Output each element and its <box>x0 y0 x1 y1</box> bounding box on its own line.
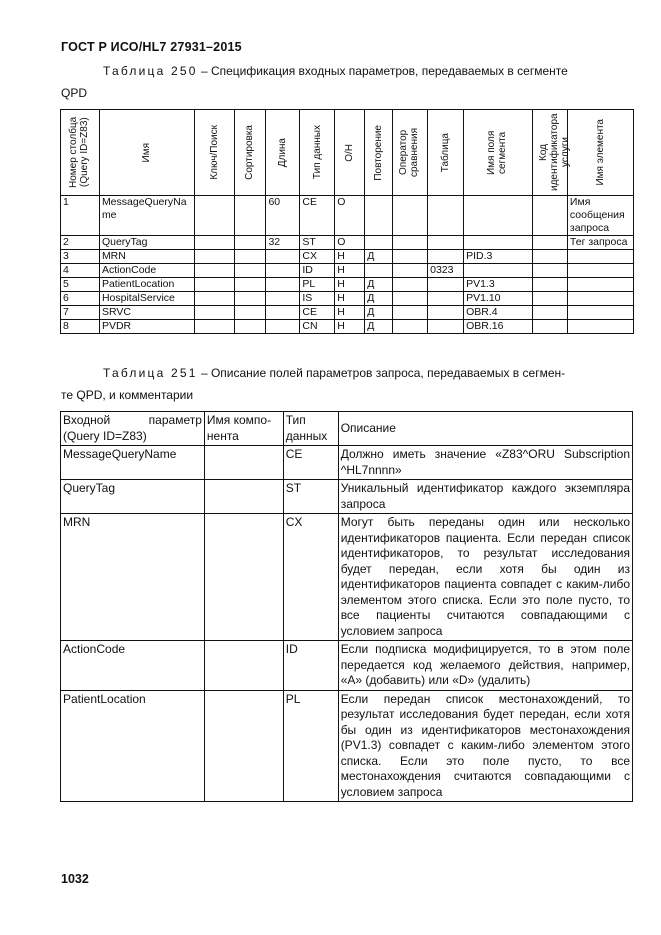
table-cell: ST <box>300 236 335 250</box>
table-cell: 3 <box>61 250 100 264</box>
table-cell <box>428 278 464 292</box>
table-cell: ID <box>300 264 335 278</box>
table-cell: Н <box>335 250 365 264</box>
table-cell: Н <box>335 292 365 306</box>
table-row <box>61 690 633 802</box>
col-header: Номер столбца (Query ID=Z83) <box>61 110 100 196</box>
table-cell: PL <box>300 278 335 292</box>
header-description: Описание <box>338 412 632 446</box>
col-header: Оператор сравнения <box>393 110 428 196</box>
header-component: Имя компо- нента <box>204 412 283 446</box>
table-row <box>61 292 634 306</box>
table-cell: OBR.4 <box>464 306 533 320</box>
table-cell <box>266 320 300 334</box>
table-cell <box>194 196 234 236</box>
table-cell: PatientLocation <box>99 278 194 292</box>
table-cell <box>234 264 266 278</box>
table-cell-type: CE <box>283 446 338 480</box>
table-cell: 0323 <box>428 264 464 278</box>
table-cell: 7 <box>61 306 100 320</box>
table-cell <box>393 320 428 334</box>
table-250-label: Таблица 250 <box>103 64 198 78</box>
table-250-header-row <box>61 110 634 196</box>
table-cell <box>532 250 567 264</box>
table-cell: OBR.16 <box>464 320 533 334</box>
table-cell <box>234 292 266 306</box>
header-input-param: Входной параметр (Query ID=Z83) <box>61 412 205 446</box>
table-cell: ActionCode <box>99 264 194 278</box>
table-cell <box>234 278 266 292</box>
table-cell-type: ST <box>283 480 338 514</box>
document-header: ГОСТ Р ИСО/HL7 27931–2015 <box>61 40 242 54</box>
table-cell: CX <box>300 250 335 264</box>
table-cell <box>393 250 428 264</box>
table-cell-param: MRN <box>61 514 205 641</box>
table-cell-param: MessageQueryName <box>61 446 205 480</box>
col-header: Имя <box>99 110 194 196</box>
header-type: Тип данных <box>283 412 338 446</box>
table-cell <box>567 250 633 264</box>
table-row <box>61 446 633 480</box>
table-row <box>61 480 633 514</box>
table-cell <box>266 306 300 320</box>
table-cell: О <box>335 236 365 250</box>
table-cell <box>532 292 567 306</box>
table-cell: MessageQueryName <box>99 196 194 236</box>
table-row <box>61 514 633 641</box>
table-cell-type: PL <box>283 690 338 802</box>
table-row <box>61 250 634 264</box>
table-cell: Н <box>335 320 365 334</box>
table-cell: SRVC <box>99 306 194 320</box>
col-header: Ключ/Поиск <box>194 110 234 196</box>
table-cell <box>393 236 428 250</box>
table-cell <box>464 264 533 278</box>
table-cell-description: Могут быть переданы один или несколько идентификаторов пациента. Если передан список идентификаторов, то результат исследования будет передан, если хотя бы один из идентификаторов пациента совпадет с каким-либо элементом этого списка. Если это поле пусто, то все пациенты считаются совпадающими с условием запроса <box>338 514 632 641</box>
table-cell <box>194 278 234 292</box>
table-row <box>61 306 634 320</box>
table-cell-component <box>204 514 283 641</box>
table-251-header-row <box>61 412 633 446</box>
table-row <box>61 278 634 292</box>
table-cell: CE <box>300 196 335 236</box>
table-cell <box>393 292 428 306</box>
table-cell: Д <box>365 306 393 320</box>
table-cell: QueryTag <box>99 236 194 250</box>
table-cell: PV1.3 <box>464 278 533 292</box>
table-row <box>61 320 634 334</box>
table-cell <box>428 196 464 236</box>
table-cell: PV1.10 <box>464 292 533 306</box>
table-cell <box>532 196 567 236</box>
table-cell-param: QueryTag <box>61 480 205 514</box>
table-251-label: Таблица 251 <box>103 366 198 380</box>
table-cell: CE <box>300 306 335 320</box>
table-cell: 1 <box>61 196 100 236</box>
table-cell: 5 <box>61 278 100 292</box>
table-cell-param: ActionCode <box>61 641 205 691</box>
table-250-caption <box>61 60 633 104</box>
col-header: Сортировка <box>234 110 266 196</box>
table-cell <box>567 278 633 292</box>
table-cell <box>266 292 300 306</box>
table-cell: Н <box>335 278 365 292</box>
table-cell: Тег запроса <box>567 236 633 250</box>
table-cell <box>532 306 567 320</box>
table-cell: Д <box>365 292 393 306</box>
col-header: Имя поля сегмента <box>464 110 533 196</box>
table-cell <box>567 264 633 278</box>
table-row <box>61 236 634 250</box>
table-cell: 60 <box>266 196 300 236</box>
table-row <box>61 264 634 278</box>
table-row <box>61 641 633 691</box>
table-cell <box>393 196 428 236</box>
table-cell: HospitalService <box>99 292 194 306</box>
table-cell <box>532 320 567 334</box>
table-cell <box>234 320 266 334</box>
table-cell: PID.3 <box>464 250 533 264</box>
table-cell <box>532 278 567 292</box>
table-251-title: – Описание полей параметров запроса, передаваемых в сегмен- <box>197 366 566 380</box>
table-cell: CN <box>300 320 335 334</box>
table-cell-description: Если подписка модифицируется, то в этом поле передается код желаемого действия, например, «A» (добавить) или «D» (удалить) <box>338 641 632 691</box>
page-number: 1032 <box>61 872 89 886</box>
table-cell <box>567 292 633 306</box>
table-cell: О <box>335 196 365 236</box>
table-251-caption <box>61 362 633 406</box>
table-cell <box>194 320 234 334</box>
table-cell <box>464 196 533 236</box>
table-cell <box>428 320 464 334</box>
table-cell-param: PatientLocation <box>61 690 205 802</box>
table-cell <box>234 250 266 264</box>
table-cell: 8 <box>61 320 100 334</box>
col-header: Тип данных <box>300 110 335 196</box>
col-header: Код идентификатора услуги <box>532 110 567 196</box>
table-cell <box>266 278 300 292</box>
table-cell-component <box>204 690 283 802</box>
table-cell <box>194 292 234 306</box>
table-cell <box>234 196 266 236</box>
col-header: Имя элемента <box>567 110 633 196</box>
table-cell <box>266 264 300 278</box>
table-cell <box>365 264 393 278</box>
table-cell <box>234 306 266 320</box>
table-251-title-cont: те QPD, и комментарии <box>61 388 194 402</box>
table-cell-component <box>204 480 283 514</box>
table-cell <box>567 306 633 320</box>
table-cell <box>393 264 428 278</box>
table-250 <box>60 109 634 334</box>
table-cell: Д <box>365 320 393 334</box>
table-cell: PVDR <box>99 320 194 334</box>
table-row <box>61 196 634 236</box>
table-cell: 2 <box>61 236 100 250</box>
table-250-title: – Спецификация входных параметров, передаваемых в сегменте <box>197 64 568 78</box>
col-header: О/Н <box>335 110 365 196</box>
table-cell: 32 <box>266 236 300 250</box>
table-cell <box>393 278 428 292</box>
table-cell <box>464 236 533 250</box>
table-cell <box>567 320 633 334</box>
table-cell: Д <box>365 278 393 292</box>
table-cell <box>194 250 234 264</box>
table-251 <box>60 411 633 802</box>
table-cell <box>365 236 393 250</box>
table-cell: MRN <box>99 250 194 264</box>
table-cell <box>428 250 464 264</box>
table-cell-component <box>204 641 283 691</box>
table-cell <box>428 306 464 320</box>
col-header: Повторение <box>365 110 393 196</box>
table-cell: 4 <box>61 264 100 278</box>
table-cell <box>393 306 428 320</box>
table-cell <box>194 306 234 320</box>
table-cell-type: CX <box>283 514 338 641</box>
table-cell <box>532 264 567 278</box>
table-cell-description: Уникальный идентификатор каждого экземпляра запроса <box>338 480 632 514</box>
table-cell <box>365 196 393 236</box>
table-cell: Н <box>335 306 365 320</box>
col-header: Таблица <box>428 110 464 196</box>
table-cell-type: ID <box>283 641 338 691</box>
table-cell: Имя сообщения запроса <box>567 196 633 236</box>
table-cell <box>532 236 567 250</box>
table-cell <box>194 264 234 278</box>
table-cell: 6 <box>61 292 100 306</box>
table-cell <box>428 236 464 250</box>
table-cell-description: Если передан список местонахождений, то результат исследования будет передан, если хотя бы один из идентификаторов местонахождения (PV1.3) совпадет с каким-либо элементом этого списка. Если это поле пусто, то все местонахождения считаются совпадающими с условием запроса <box>338 690 632 802</box>
table-cell-component <box>204 446 283 480</box>
table-cell: Д <box>365 250 393 264</box>
table-cell <box>266 250 300 264</box>
table-250-title-cont: QPD <box>61 86 88 100</box>
table-cell <box>194 236 234 250</box>
table-cell: Н <box>335 264 365 278</box>
table-cell <box>428 292 464 306</box>
table-cell: IS <box>300 292 335 306</box>
table-cell <box>234 236 266 250</box>
table-cell-description: Должно иметь значение «Z83^ORU Subscription ^HL7nnnn» <box>338 446 632 480</box>
col-header: Длина <box>266 110 300 196</box>
